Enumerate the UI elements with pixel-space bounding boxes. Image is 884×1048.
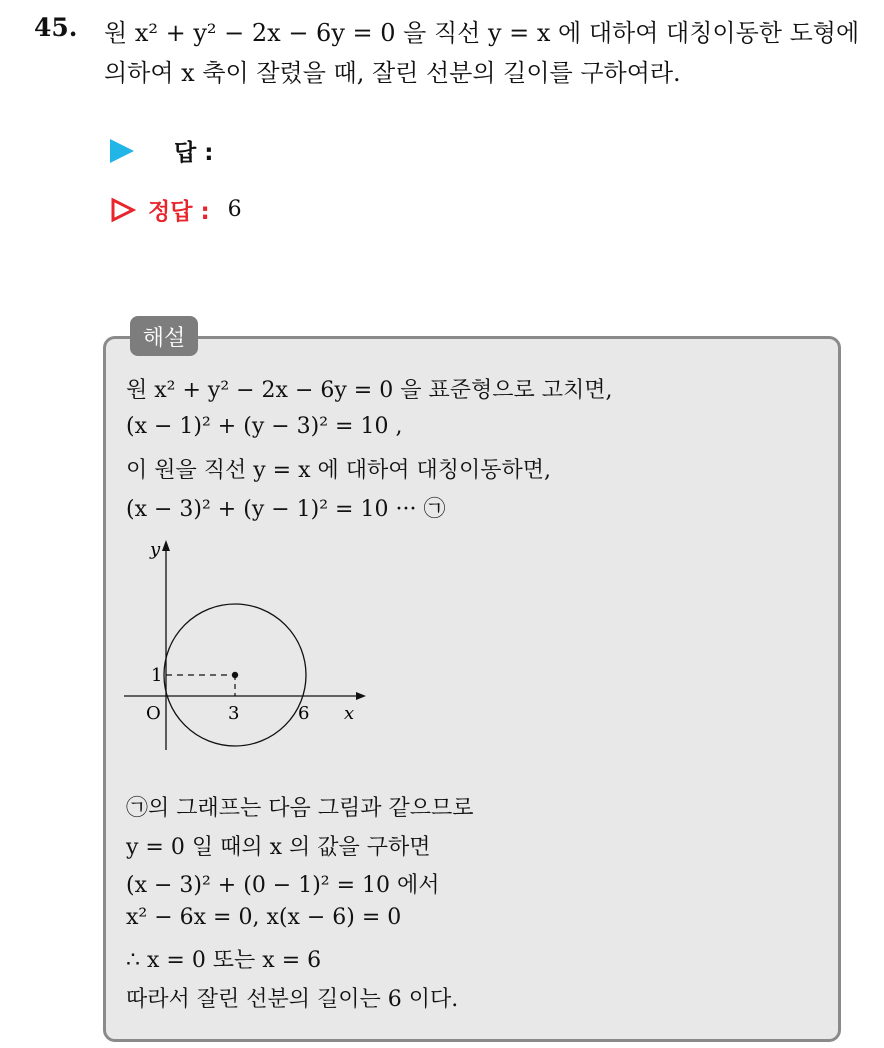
correct-answer-row <box>110 193 242 226</box>
solution-line: x² − 6x = 0, x(x − 6) = 0 <box>126 905 402 930</box>
solution-line: 따라서 잘린 선분의 길이는 6 이다. <box>126 987 459 1012</box>
circle-graph <box>118 535 378 755</box>
correct-value: 6 <box>227 197 242 222</box>
answer-label: 답 : <box>174 140 214 166</box>
center-x-label: 3 <box>228 703 240 724</box>
solution-line: (x − 3)² + (0 − 1)² = 10 에서 <box>126 873 440 898</box>
question-number: 45. <box>34 13 78 42</box>
x-axis-arrow <box>356 692 366 700</box>
play-arrow-icon <box>110 139 134 163</box>
solution-line: (x − 3)² + (y − 1)² = 10 ··· ㉠ <box>126 497 446 522</box>
solution-line: 원 x² + y² − 2x − 6y = 0 을 표준형으로 고치면, <box>126 378 613 403</box>
answer-row <box>110 134 213 167</box>
y-axis-arrow <box>162 540 170 551</box>
solution-line: ㉠의 그래프는 다음 그림과 같으므로 <box>126 796 474 821</box>
x-axis-label: x <box>344 703 355 724</box>
correct-label: 정답 : <box>148 199 210 225</box>
origin-label: O <box>146 703 161 724</box>
intercept-label: 6 <box>298 703 310 724</box>
outline-arrow-icon <box>110 197 136 223</box>
solution-line: 이 원을 직선 y = x 에 대하여 대칭이동하면, <box>126 458 551 483</box>
solution-tag: 해설 <box>130 316 198 356</box>
solution-line: ∴ x = 0 또는 x = 6 <box>126 948 322 973</box>
center-y-label: 1 <box>151 665 163 686</box>
y-axis-label: y <box>150 539 161 560</box>
center-point <box>232 672 238 678</box>
question-text: 원 x² + y² − 2x − 6y = 0 을 직선 y = x 에 대하여 대칭이동한 도형에 의하여 x 축이 잘렸을 때, 잘린 선분의 길이를 구하여라. <box>104 19 860 87</box>
solution-line: y = 0 일 때의 x 의 값을 구하면 <box>126 835 431 860</box>
solution-line: (x − 1)² + (y − 3)² = 10 , <box>126 414 403 439</box>
